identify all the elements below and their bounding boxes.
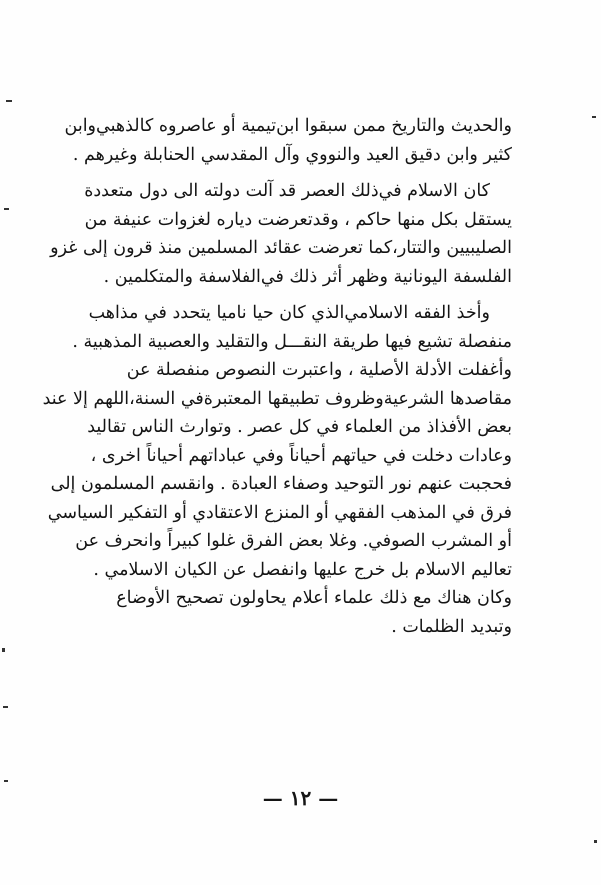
scan-mark (2, 648, 5, 652)
text-line: الصليبيين والتتار،كما تعرضت عقائد المسلمين منذ قرون إلى غزو (50, 238, 512, 258)
scan-mark (594, 840, 597, 843)
text-line: وكان هناك مع ذلك علماء أعلام يحاولون تصحيح الأوضاع (116, 588, 512, 608)
paragraph-2 (50, 177, 512, 291)
text-line: الفلسفة اليونانية وظهر أثر ذلك في‌الفلاسفة والمتكلمين . (103, 266, 512, 287)
scan-mark (4, 208, 9, 210)
scan-mark (3, 706, 8, 708)
text-line: والحديث والتاريخ ممن سبقوا ابن‌تيمية أو عاصروه كالذهبي‌وابن (64, 116, 512, 136)
text-line: يستقل بكل منها حاكم ، وقدتعرضت دياره لغزوات عنيفة من (84, 209, 512, 230)
text-line: تعاليم الاسلام بل خرج عليها وانفصل عن الكيان الاسلامي . (93, 559, 512, 580)
text-line: وأخذ الفقه الاسلامي‌الذي كان حيا ناميا يتحدد في مذاهب (88, 303, 490, 323)
scan-mark (4, 780, 8, 782)
text-line: مقاصدها الشرعية‌وظروف تطبيقها المعتبرة‌في السنة،اللهم إلا عند (42, 388, 512, 409)
page-number: — ١٢ — (262, 786, 339, 810)
paragraph-1 (64, 112, 512, 169)
paragraph-3 (42, 299, 512, 641)
paragraph-spacer (96, 169, 512, 177)
text-line: فرق في المذهب الفقهي أو المنزع الاعتقادي أو التفكير السياسي (47, 502, 512, 523)
text-line: بعض الأفذاذ من العلماء في كل عصر . وتوارث الناس تقاليد (87, 417, 512, 437)
text-line: كثير وابن دقيق العيد والنووي وآل المقدسي الحنابلة وغيرهم . (72, 144, 512, 165)
text-line: أو المشرب الصوفي. وغلا بعض الفرق غلوا كبيراً وانحرف عن (75, 531, 512, 551)
text-line: كان الاسلام في‌ذلك العصر قد آلت دولته الى دول متعددة (84, 181, 490, 201)
scan-mark (6, 100, 12, 102)
scan-mark (592, 116, 596, 118)
paragraph-spacer (96, 291, 512, 299)
text-line: وعادات دخلت في حياتهم أحياناً وفي عباداتهم أحياناً اخرى ، (90, 445, 512, 466)
text-line: وتبديد الظلمات . (391, 616, 512, 637)
body-text (42, 112, 512, 641)
text-line: وأغفلت الأدلة الأصلية ، واعتبرت النصوص منفصلة عن (126, 360, 512, 380)
text-line: فحجبت عنهم نور التوحيد وصفاء العبادة . وانقسم المسلمون إلى (50, 474, 512, 494)
text-line: منفصلة تشيع فيها طريقة النقـــل والتقليد والعصبية المذهبية . (72, 331, 512, 352)
